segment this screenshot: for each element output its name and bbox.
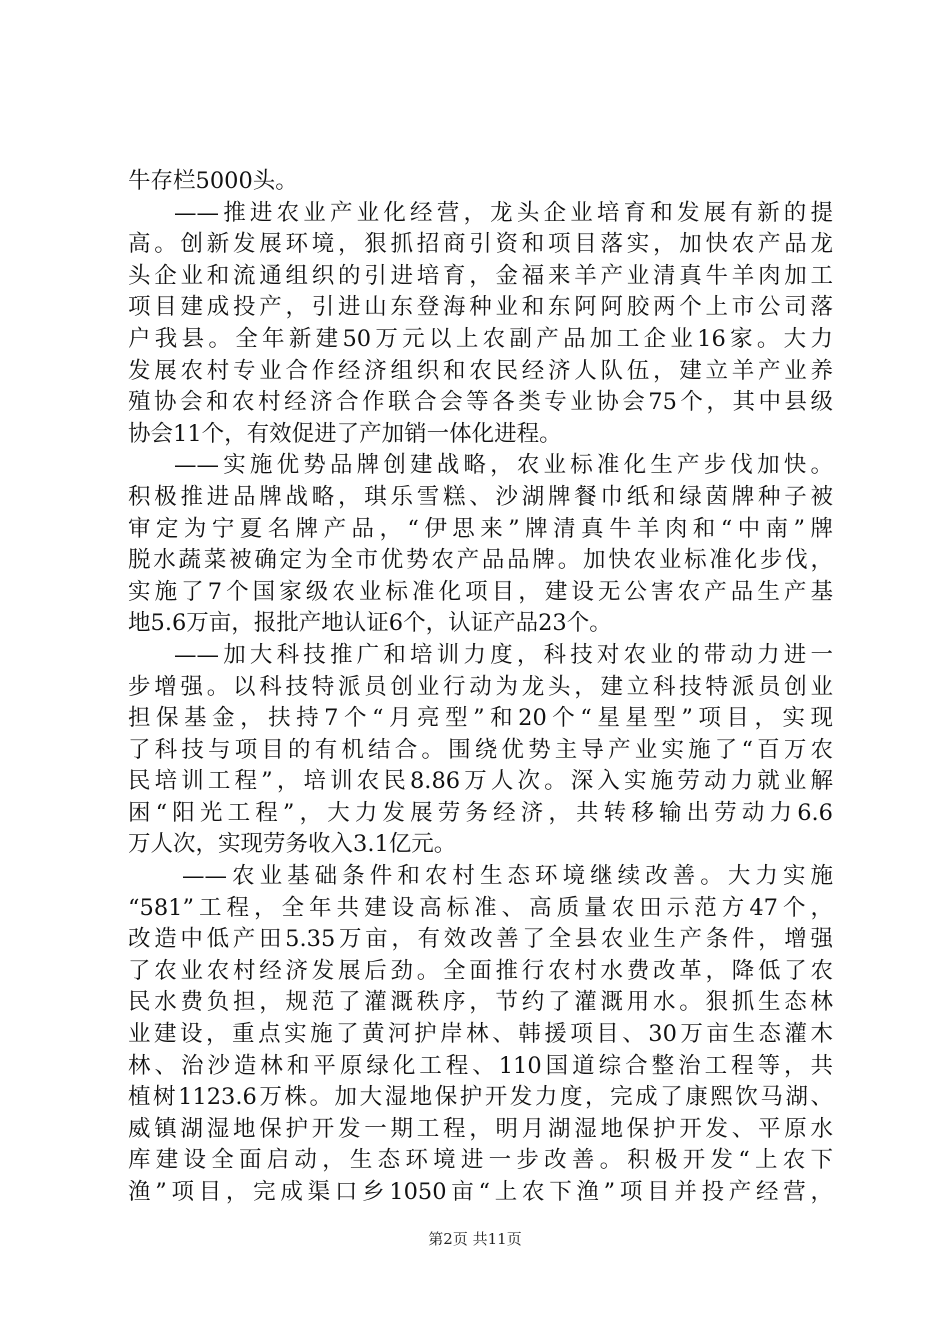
text-line: 威镇湖湿地保护开发一期工程，明月湖湿地保护开发、平原水 [128, 1115, 833, 1142]
text-line: 协会11个，有效促进了产加销一体化进程。 [128, 420, 562, 447]
text-line: ——加大科技推广和培训力度，科技对农业的带动力进一 [174, 641, 833, 668]
document-body [128, 166, 833, 1209]
text-line: 了科技与项目的有机结合。围绕优势主导产业实施了“百万农 [128, 736, 833, 763]
text-line: ——推进农业产业化经营，龙头企业培育和发展有新的提 [174, 199, 833, 226]
text-line: 了农业农村经济发展后劲。全面推行农村水费改革，降低了农 [128, 957, 833, 984]
page-footer [0, 1229, 950, 1249]
text-line: 林、治沙造林和平原绿化工程、110国道综合整治工程等，共 [128, 1052, 833, 1079]
text-line: 植树1123.6万株。加大湿地保护开发力度，完成了康熙饮马湖、 [128, 1084, 833, 1111]
text-line: 发展农村专业合作经济组织和农民经济人队伍，建立羊产业养 [128, 357, 833, 384]
text-line: 脱水蔬菜被确定为全市优势农产品品牌。加快农业标准化步伐， [128, 547, 833, 574]
text-line: 民培训工程”，培训农民8.86万人次。深入实施劳动力就业解 [128, 768, 833, 795]
text-line: 户我县。全年新建50万元以上农副产品加工企业16家。大力 [128, 325, 833, 352]
text-line: 担保基金，扶持7个“月亮型”和20个“星星型”项目，实现 [128, 705, 833, 732]
text-line: 项目建成投产，引进山东登海种业和东阿阿胶两个上市公司落 [128, 294, 833, 321]
text-line: 业建设，重点实施了黄河护岸林、韩援项目、30万亩生态灌木 [128, 1021, 833, 1048]
text-line: 改造中低产田5.35万亩，有效改善了全县农业生产条件，增强 [128, 926, 833, 953]
text-line: 万人次，实现劳务收入3.1亿元。 [128, 831, 457, 858]
text-line: 审定为宁夏名牌产品，“伊思来”牌清真牛羊肉和“中南”牌 [128, 515, 833, 542]
text-line: 头企业和流通组织的引进培育，金福来羊产业清真牛羊肉加工 [128, 262, 833, 289]
text-line: 殖协会和农村经济合作联合会等各类专业协会75个，其中县级 [128, 389, 833, 416]
text-line: 高。创新发展环境，狠抓招商引资和项目落实，加快农产品龙 [128, 231, 833, 258]
page-number-label: 第2页 共11页 [428, 1230, 522, 1248]
text-line: ——实施优势品牌创建战略，农业标准化生产步伐加快。 [174, 452, 833, 479]
text-line: 库建设全面启动，生态环境进一步改善。积极开发“上农下 [128, 1147, 833, 1174]
text-line: 牛存栏5000头。 [128, 168, 298, 194]
text-line: 积极推进品牌战略，琪乐雪糕、沙湖牌餐巾纸和绿茵牌种子被 [128, 483, 833, 510]
text-line: ——农业基础条件和农村生态环境继续改善。大力实施 [182, 863, 833, 890]
text-line: 实施了7个国家级农业标准化项目，建设无公害农产品生产基 [128, 578, 833, 605]
text-line: 步增强。以科技特派员创业行动为龙头，建立科技特派员创业 [128, 673, 833, 700]
text-line: 渔”项目，完成渠口乡1050亩“上农下渔”项目并投产经营， [128, 1179, 833, 1205]
text-line: 地5.6万亩，报批产地认证6个，认证产品23个。 [128, 610, 612, 637]
text-line: “581”工程，全年共建设高标准、高质量农田示范方47个， [128, 894, 833, 921]
text-line: 民水费负担，规范了灌溉秩序，节约了灌溉用水。狠抓生态林 [128, 989, 833, 1016]
text-line: 困“阳光工程”，大力发展劳务经济，共转移输出劳动力6.6 [128, 799, 833, 826]
